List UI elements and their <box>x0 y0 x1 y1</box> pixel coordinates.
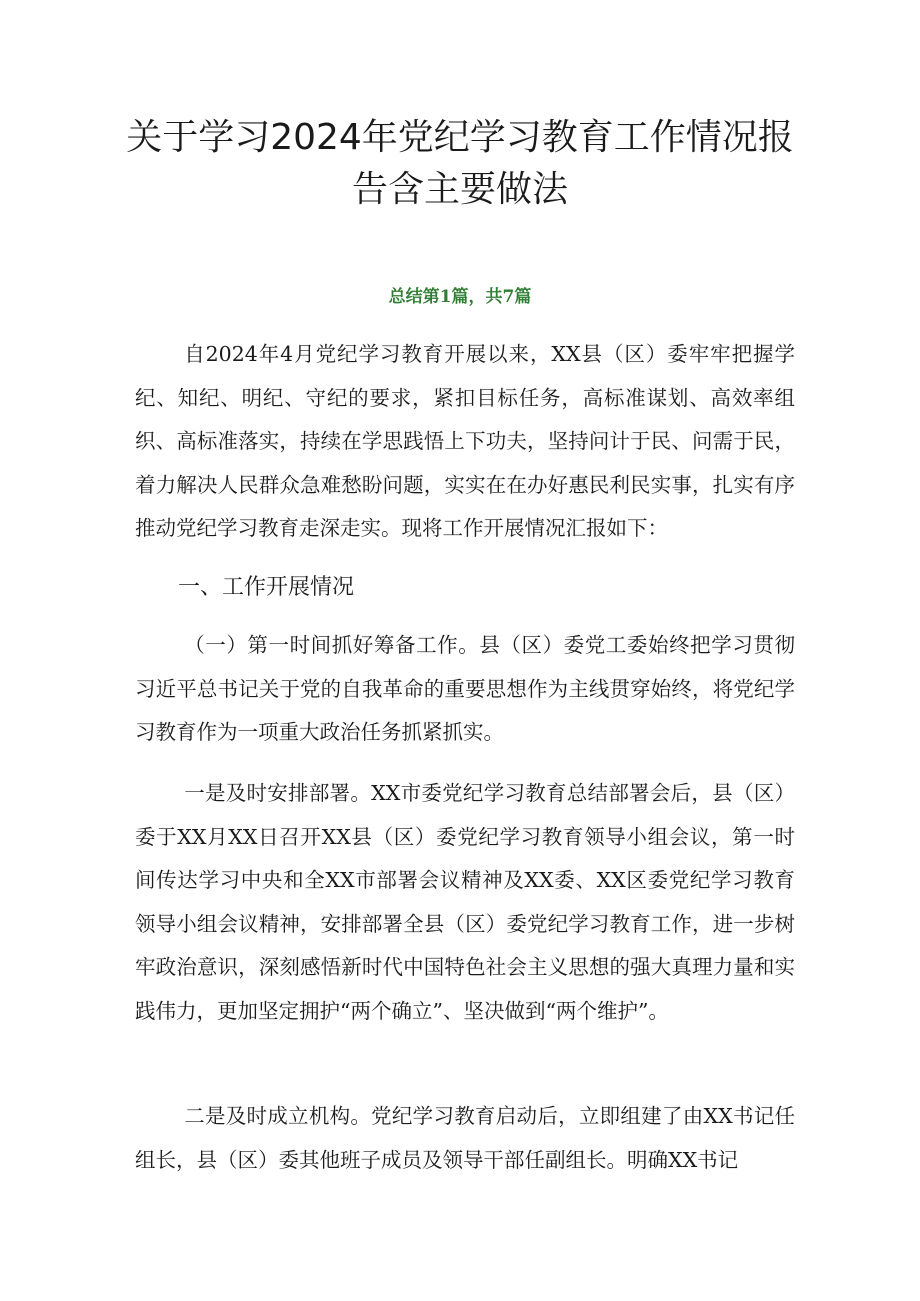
document-subtitle: 总结第1篇，共7篇 <box>388 287 532 307</box>
section-heading: 一、工作开展情况 <box>178 575 355 600</box>
title-line-1: 关于学习2024年党纪学习教育工作情况报 <box>126 117 794 158</box>
paragraph-block-3 <box>135 1095 795 1182</box>
document-title <box>60 112 860 216</box>
title-line-2: 告含主要做法 <box>351 169 568 210</box>
paragraph-1: （一）第一时间抓好筹备工作。县（区）委党工委始终把学习贯彻习近平总书记关于党的自我革命的重要思想作为主线贯穿始终，将党纪学习教育作为一项重大政治任务抓紧抓实。 <box>135 633 795 744</box>
paragraph-block-1 <box>135 624 795 755</box>
paragraph-3: 二是及时成立机构。党纪学习教育启动后，立即组建了由XX书记任组长，县（区）委其他班子成员及领导干部任副组长。明确XX书记 <box>135 1104 795 1172</box>
paragraph-block-2 <box>135 772 795 1033</box>
intro-paragraph-block <box>135 333 795 551</box>
intro-paragraph: 自2024年4月党纪学习教育开展以来，XX县（区）委牢牢把握学纪、知纪、明纪、守纪的要求，紧扣目标任务，高标准谋划、高效率组织、高标准落实，持续在学思践悟上下功夫，坚持问计于民、问需于民，着力解决人民群众急难愁盼问题，实实在在办好惠民利民实事，扎实有序推动党纪学习教育走深走实。现将工作开展情况汇报如下： <box>135 342 795 540</box>
paragraph-2: 一是及时安排部署。XX市委党纪学习教育总结部署会后，县（区）委于XX月XX日召开XX县（区）委党纪学习教育领导小组会议，第一时间传达学习中央和全XX市部署会议精神及XX委、XX区委党纪学习教育领导小组会议精神，安排部署全县（区）委党纪学习教育工作，进一步树牢政治意识，深刻感悟新时代中国特色社会主义思想的强大真理力量和实践伟力，更加坚定拥护“两个确立”、坚决做到“两个维护”。 <box>135 781 795 1023</box>
